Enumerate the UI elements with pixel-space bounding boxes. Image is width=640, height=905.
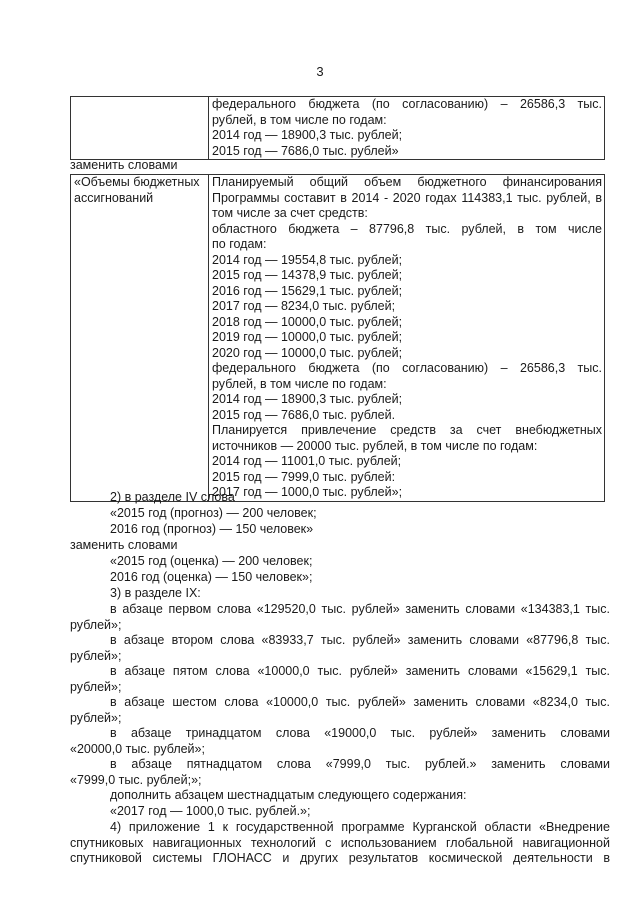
paragraph-line: «7999,0 тыс. рублей;»; bbox=[70, 772, 202, 787]
replace-label: заменить словами bbox=[70, 158, 178, 172]
section-iv-old-line: 2016 год (прогноз) — 150 человек» bbox=[110, 522, 314, 536]
previous-text-table bbox=[70, 96, 605, 160]
table-text-line: Планируемый общий объем бюджетного финансирования bbox=[212, 175, 602, 189]
paragraph-line: рублей»; bbox=[70, 648, 122, 663]
paragraph-line: в абзаце пятнадцатом слова «7999,0 тыс. рублей.» заменить словами bbox=[110, 757, 610, 771]
section-ix-paragraph bbox=[70, 602, 610, 633]
previous-text-line: федерального бюджета (по согласованию) – 26586,3 тыс. bbox=[212, 97, 602, 111]
table-text-line: рублей, в том числе по годам: bbox=[212, 376, 387, 391]
table-text-line: по годам: bbox=[212, 237, 267, 251]
budget-allocations-title-cell bbox=[71, 175, 209, 502]
table-text-line: 2015 год — 7686,0 тыс. рублей. bbox=[212, 407, 396, 422]
table-text-line: федерального бюджета (по согласованию) – 26586,3 тыс. bbox=[212, 361, 602, 375]
table-text-line: 2018 год — 10000,0 тыс. рублей; bbox=[212, 314, 403, 329]
table-text-line: 2014 год — 18900,3 тыс. рублей; bbox=[212, 392, 403, 406]
section-ix-addition-line: «2017 год — 1000,0 тыс. рублей.»; bbox=[110, 804, 311, 818]
section-ix-paragraph bbox=[70, 664, 610, 695]
section-ix-paragraph bbox=[70, 695, 610, 726]
section-ix-heading: 3) в разделе IX: bbox=[110, 586, 201, 600]
paragraph-line: рублей»; bbox=[70, 710, 122, 725]
table-text-line: 2017 год — 8234,0 тыс. рублей; bbox=[212, 299, 396, 313]
paragraph-line: рублей»; bbox=[70, 679, 122, 694]
section-ix-paragraph bbox=[70, 633, 610, 664]
table-label-line: «Объемы бюджетных bbox=[74, 175, 200, 189]
section-ix-paragraph bbox=[70, 726, 610, 757]
page-number: 3 bbox=[316, 64, 324, 79]
budget-allocations-table bbox=[70, 174, 605, 502]
table-label-line: ассигнований bbox=[74, 190, 154, 205]
paragraph-line: в абзаце втором слова «83933,7 тыс. рублей» заменить словами «87796,8 тыс. bbox=[110, 633, 610, 647]
paragraph-line: спутниковых навигационных технологий с использованием глобальной навигационной bbox=[70, 835, 610, 850]
table-text-line: источников — 20000 тыс. рублей, в том числе по годам: bbox=[212, 438, 538, 453]
section-iv-new-line: «2015 год (оценка) — 200 человек; bbox=[110, 554, 313, 568]
paragraph-line: в абзаце пятом слова «10000,0 тыс. рублей» заменить словами «15629,1 тыс. bbox=[110, 664, 610, 678]
table-text-line: 2015 год — 14378,9 тыс. рублей; bbox=[212, 268, 403, 282]
previous-text-left-cell bbox=[71, 97, 209, 160]
budget-allocations-text-cell bbox=[209, 175, 605, 502]
table-text-line: 2015 год — 7999,0 тыс. рублей: bbox=[212, 469, 396, 484]
table-text-line: 2017 год — 1000,0 тыс. рублей»; bbox=[212, 485, 403, 499]
table-text-line: областного бюджета – 87796,8 тыс. рублей, в том числе bbox=[212, 221, 602, 236]
section-iv-replace-label: заменить словами bbox=[70, 538, 178, 552]
paragraph-line: в абзаце шестом слова «10000,0 тыс. рублей» заменить словами «8234,0 тыс. bbox=[110, 695, 610, 709]
table-text-line: Планируется привлечение средств за счет внебюджетных bbox=[212, 423, 602, 437]
section-ix-paragraph bbox=[70, 757, 610, 788]
previous-text-right-cell bbox=[209, 97, 605, 160]
previous-text-line: 2014 год — 18900,3 тыс. рублей; bbox=[212, 128, 403, 142]
table-text-line: 2014 год — 11001,0 тыс. рублей; bbox=[212, 454, 402, 468]
table-text-line: Программы составит в 2014 - 2020 годах 114383,1 тыс. рублей, в bbox=[212, 190, 602, 205]
paragraph-line: рублей»; bbox=[70, 617, 122, 632]
paragraph-line: в абзаце тринадцатом слова «19000,0 тыс. рублей» заменить словами bbox=[110, 726, 610, 740]
section-iv-heading: 2) в разделе IV слова bbox=[110, 490, 235, 504]
paragraph-line: в абзаце первом слова «129520,0 тыс. рублей» заменить словами «134383,1 тыс. bbox=[110, 602, 610, 616]
table-text-line: 2014 год — 19554,8 тыс. рублей; bbox=[212, 252, 403, 267]
section-iv-new-line: 2016 год (оценка) — 150 человек»; bbox=[110, 570, 313, 584]
table-text-line: 2020 год — 10000,0 тыс. рублей; bbox=[212, 345, 403, 360]
table-text-line: том числе за счет средств: bbox=[212, 206, 368, 220]
table-text-line: 2019 год — 10000,0 тыс. рублей; bbox=[212, 330, 403, 344]
section-ix-addition-line: дополнить абзацем шестнадцатым следующего содержания: bbox=[110, 788, 467, 802]
item-4-paragraph bbox=[70, 820, 610, 867]
previous-text-line: рублей, в том числе по годам: bbox=[212, 112, 387, 127]
section-iv-old-line: «2015 год (прогноз) — 200 человек; bbox=[110, 506, 317, 520]
paragraph-line: спутниковой системы ГЛОНАСС и других результатов космической деятельности в bbox=[70, 851, 610, 865]
paragraph-line: «20000,0 тыс. рублей»; bbox=[70, 741, 205, 756]
previous-text-line: 2015 год — 7686,0 тыс. рублей» bbox=[212, 143, 399, 158]
paragraph-line: 4) приложение 1 к государственной программе Курганской области «Внедрение bbox=[110, 820, 610, 834]
table-text-line: 2016 год — 15629,1 тыс. рублей; bbox=[212, 283, 403, 298]
